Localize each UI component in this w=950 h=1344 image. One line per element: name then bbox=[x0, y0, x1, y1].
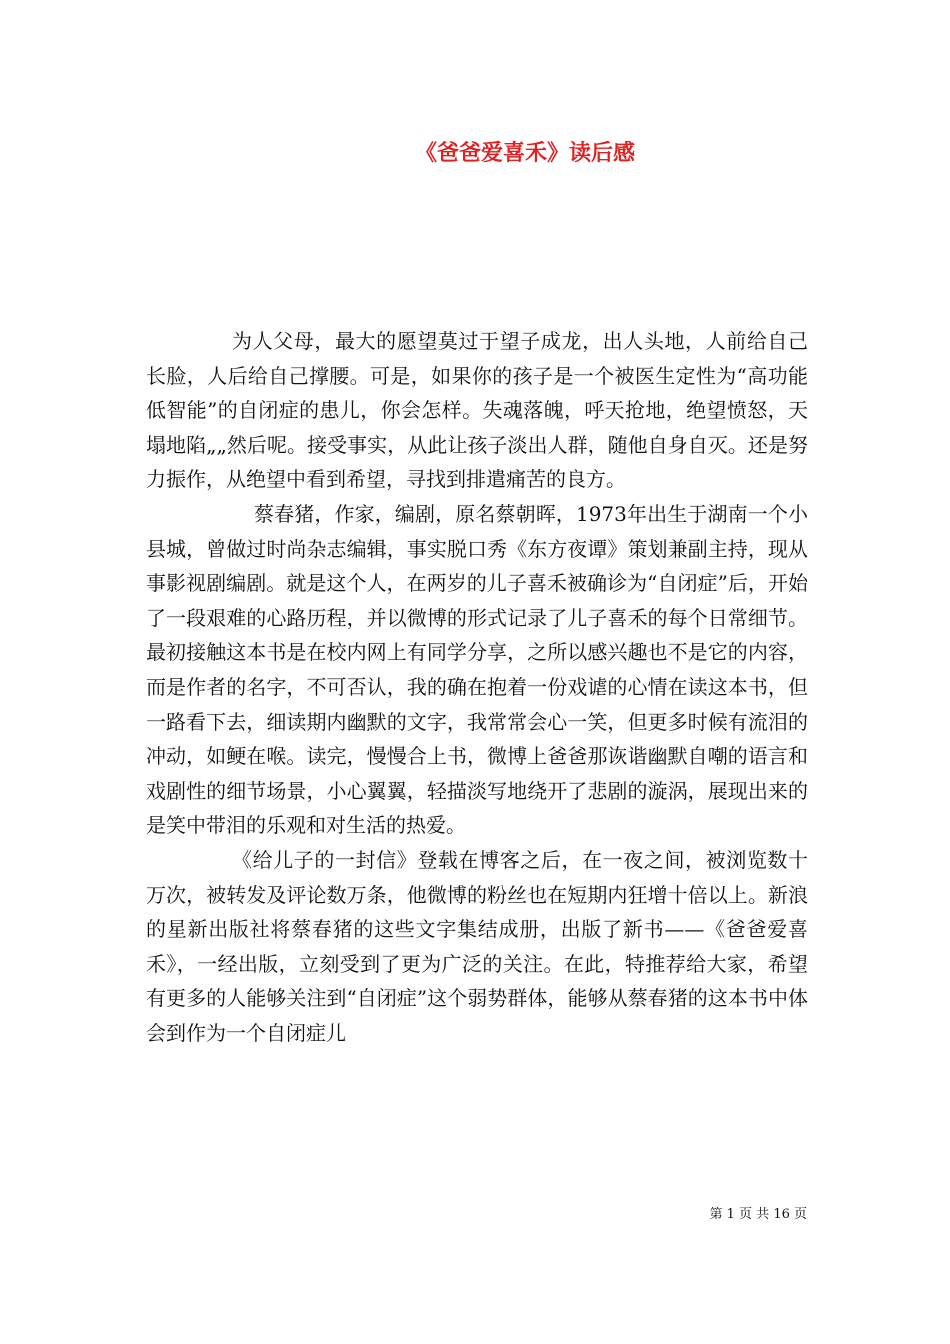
paragraph-1: 为人父母，最大的愿望莫过于望子成龙，出人头地，人前给自己长脸，人后给自己撑腰。可是，如果你的孩子是一个被医生定性为“高功能低智能”的自闭症的患儿，你会怎样。失魂落魄，呼天抢地，绝望愤怒，天塌地陷„„然后呢。接受事实，从此让孩子淡出人群，随他自身自灭。还是努力振作，从绝望中看到希望，寻找到排遣痛苦的良方。 bbox=[146, 329, 808, 492]
page-number-footer: 第 1 页 共 16 页 bbox=[709, 1207, 807, 1222]
document-title: 《爸爸爱喜禾》读后感 bbox=[414, 140, 635, 166]
paragraph-3: 《给儿子的一封信》登载在博客之后，在一夜之间，被浏览数十万次，被转发及评论数万条，他微博的粉丝也在短期内狂增十倍以上。新浪的星新出版社将蔡春猪的这些文字集结成册，出版了新书——《爸爸爱喜禾》，一经出版，立刻受到了更为广泛的关注。在此，特推荐给大家，希望有更多的人能够关注到“自闭症”这个弱势群体，能够从蔡春猪的这本书中体会到作为一个自闭症儿 bbox=[146, 847, 808, 1045]
paragraph-2: 蔡春猪，作家，编剧，原名蔡朝晖，1973年出生于湖南一个小县城，曾做过时尚杂志编辑，事实脱口秀《东方夜谭》策划兼副主持，现从事影视剧编剧。就是这个人，在两岁的儿子喜禾被确诊为“自闭症”后，开始了一段艰难的心路历程，并以微博的形式记录了儿子喜禾的每个日常细节。最初接触这本书是在校内网上有同学分享，之所以感兴趣也不是它的内容，而是作者的名字，不可否认，我的确在抱着一份戏谑的心情在读这本书，但一路看下去，细读期内幽默的文字，我常常会心一笑，但更多时候有流泪的冲动，如鲠在喉。读完，慢慢合上书，微博上爸爸那诙谐幽默自嘲的语言和戏剧性的细节场景，小心翼翼，轻描淡写地绕开了悲剧的漩涡，展现出来的是笑中带泪的乐观和对生活的热爱。 bbox=[146, 501, 808, 838]
document-body bbox=[146, 324, 808, 1050]
